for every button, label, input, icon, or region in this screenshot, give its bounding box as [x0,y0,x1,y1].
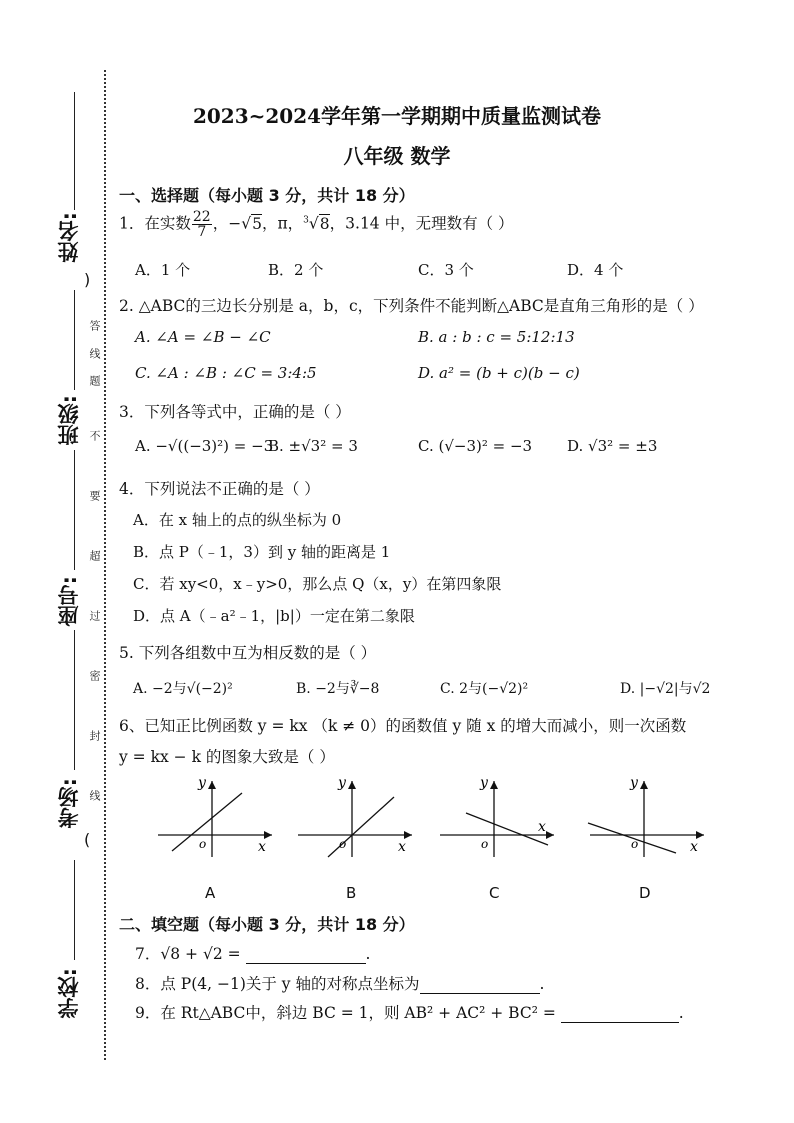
question-7 [135,942,370,964]
question-3: 3．下列各等式中，正确的是（ ） [119,403,351,421]
exam-title: 2023~2024学年第一学期期中质量监测试卷 [192,104,602,128]
q3-option-c: C. (√−3)² = −3 [418,437,533,455]
q1-option-c: C．3 个 [418,261,474,279]
school-label: 学校: [57,968,81,1019]
exam-subtitle: 八年级 数学 [343,144,451,168]
question-8 [135,972,544,994]
paren-close: ) [84,270,91,289]
q2-option-a: A. ∠A = ∠B − ∠C [135,328,271,346]
seat-underline [74,450,75,570]
q9-answer-blank[interactable] [561,1022,679,1023]
room-underline [74,630,75,770]
seal-word: 题 [88,375,101,386]
q8-text: 8．点 P(4, −1)关于 y 轴的对称点坐标为 [135,975,420,993]
graph-b [290,775,420,860]
cbrt8: 8 [319,214,330,233]
q7-prefix: 7． [135,945,161,963]
graph-d-y-label: y [630,775,638,791]
q3-option-b: B. ±√3² = 3 [268,437,358,455]
q9-text: 9．在 Rt△ABC中，斜边 BC = 1，则 AB² + AC² + BC² = [135,1004,556,1022]
frac-num: 22 [192,209,211,225]
q2-option-d: D. a² = (b + c)(b − c) [418,364,580,382]
name-label: 姓名: [57,212,81,263]
fraction [192,210,212,239]
q4-option-b: B．点 P（﹣1，3）到 y 轴的距离是 1 [133,543,391,561]
q1-option-d: D．4 个 [567,261,624,279]
graph-b-origin: o [339,837,347,851]
q1-tail: ，3.14 中，无理数有（ ） [329,214,514,233]
graph-c-label: C [489,884,500,902]
q5-option-c: C. 2与(−√2)² [440,681,529,697]
school-underline [74,860,75,960]
paren-open: ( [84,830,91,849]
graph-b-x-label: x [398,839,406,855]
graph-a [150,775,280,860]
sqrt5: 5 [252,214,262,233]
question-9 [135,1001,684,1023]
seal-word: 不 [88,430,101,441]
cbrt-index: 3 [303,215,309,226]
binding-dotted-line [104,70,106,1060]
graph-b-label: B [346,884,357,902]
q1-prefix: 1．在实数 [119,214,191,233]
q3-option-a: A. −√((−3)²) = −3 [135,437,274,455]
q7-end: . [365,945,371,963]
q4-option-c: C．若 xy<0，x﹣y>0，那么点 Q（x，y）在第四象限 [133,575,502,593]
room-label: 考场: [57,778,81,829]
q8-end: . [539,975,545,993]
class-underline [74,290,75,390]
seal-word: 线 [88,790,101,801]
seal-word: 过 [88,610,101,621]
section2-heading: 二、填空题（每小题 3 分，共计 18 分） [119,915,415,934]
q2-option-c: C. ∠A : ∠B : ∠C = 3:4:5 [135,364,317,382]
graph-b-y-label: y [338,775,346,791]
graph-c-y-label: y [480,775,488,791]
q1-sep: ，− [212,214,242,233]
question-1: 1．在实数 $\frac{22}{7}$ ，−√5，π，$^3$√8，3.14 中，无理数有（ ） [119,209,514,240]
q2-option-b: B. a : b : c = 5:12:13 [418,328,575,346]
question-6-line1: 6、已知正比例函数 y = kx （k ≠ 0）的函数值 y 随 x 的增大而减小，则一次函数 [119,717,687,735]
q1-pi: ，π， [261,214,304,233]
q8-answer-blank[interactable] [420,993,540,994]
graph-d-origin: o [631,837,639,851]
graph-d [582,775,712,860]
graph-c-x-label: x [538,819,546,835]
graph-a-y-label: y [198,775,206,791]
seal-word: 要 [88,490,101,501]
question-4: 4．下列说法不正确的是（ ） [119,480,320,498]
seal-word: 密 [88,670,101,681]
graph-d-label: D [639,884,651,902]
question-5: 5. 下列各组数中互为相反数的是（ ） [119,644,377,662]
question-2: 2. △ABC的三边长分别是 a，b，c，下列条件不能判断△ABC是直角三角形的是（ ） [119,297,704,315]
q4-option-d: D．点 A（﹣a²﹣1，|b|）一定在第二象限 [133,607,415,625]
graph-c-origin: o [481,837,489,851]
q4-option-a: A．在 x 轴上的点的纵坐标为 0 [133,511,342,529]
q1-option-b: B．2 个 [268,261,324,279]
seal-word: 线 [88,348,101,359]
graph-c [432,775,562,860]
q3-option-d: D. √3² = ±3 [567,437,658,455]
seal-word: 答 [88,320,101,331]
seal-word: 封 [88,730,101,741]
q5-option-a: A. −2与√(−2)² [133,681,233,697]
graph-a-label: A [205,884,216,902]
section1-heading: 一、选择题（每小题 3 分，共计 18 分） [119,186,415,205]
graph-a-x-label: x [258,839,266,855]
q5-option-b: B. −2与∛−8 [296,681,380,697]
class-label: 班级: [57,395,81,446]
graph-a-origin: o [199,837,207,851]
seal-word: 超 [88,550,101,561]
q7-expr: √8 + √2 = [160,945,241,963]
frac-den: 7 [197,224,207,240]
q1-option-a: A．1 个 [135,261,191,279]
question-6-line2: y = kx − k 的图象大致是（ ） [119,748,335,766]
q5-option-d: D. |−√2|与√2 [620,681,711,697]
q9-end: . [678,1004,684,1022]
q7-answer-blank[interactable] [246,963,366,964]
graph-d-x-label: x [690,839,698,855]
seat-label: 座号: [57,576,81,627]
